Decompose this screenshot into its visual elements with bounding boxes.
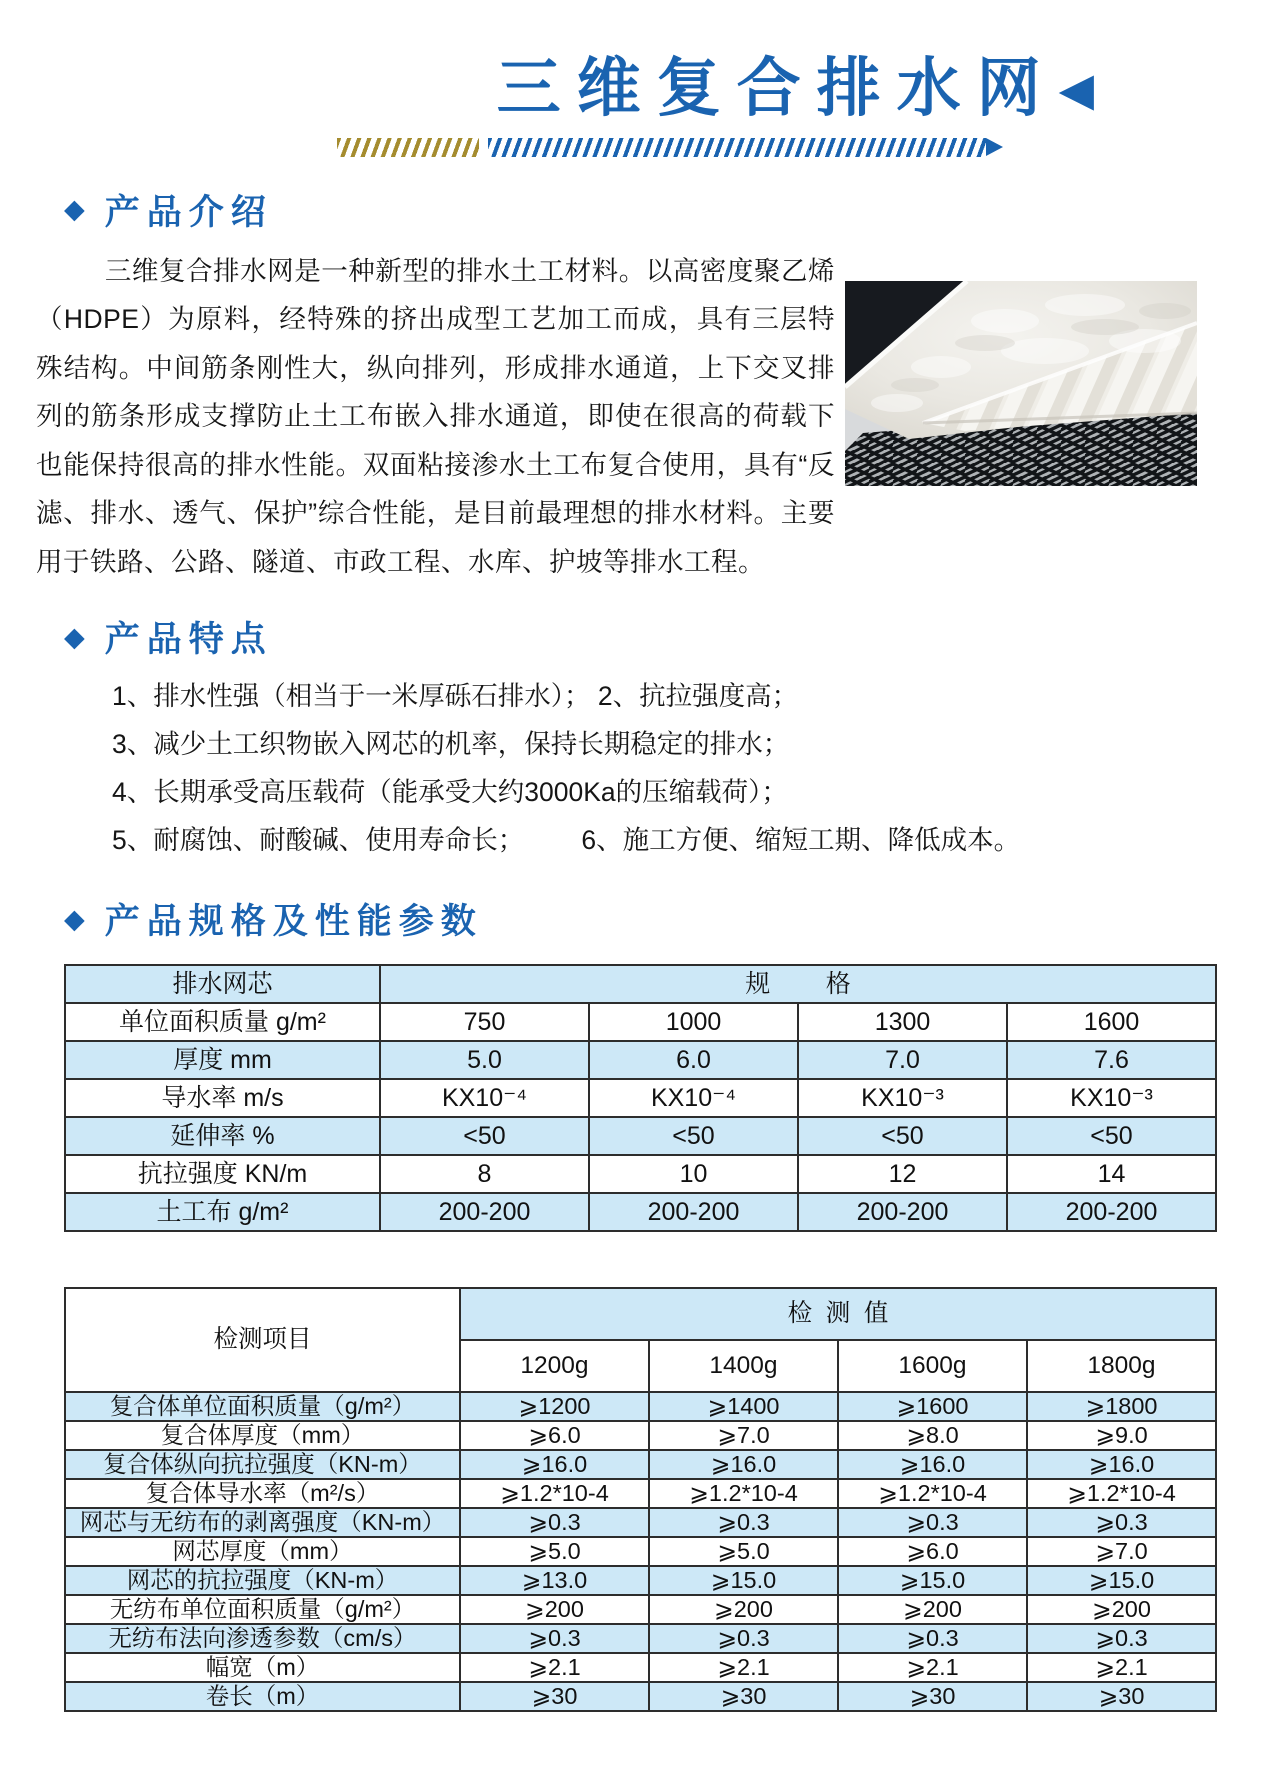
row-label: 抗拉强度 KN/m xyxy=(65,1155,380,1193)
cell: KX10⁻³ xyxy=(798,1079,1007,1117)
cell: ⩾0.3 xyxy=(1027,1624,1216,1653)
cell: ⩾1.2*10-4 xyxy=(1027,1479,1216,1508)
cell: 14 xyxy=(1007,1155,1216,1193)
cell: <50 xyxy=(798,1117,1007,1155)
diamond-icon: ◆ xyxy=(64,903,85,934)
decorative-stripe-bar xyxy=(337,138,1003,157)
row-label: 厚度 mm xyxy=(65,1041,380,1079)
table-row xyxy=(65,1117,1216,1155)
table-row xyxy=(65,1421,1216,1450)
cell: ⩾2.1 xyxy=(1027,1653,1216,1682)
cell: ⩾1600 xyxy=(838,1392,1027,1421)
section-heading-specs xyxy=(64,894,1282,944)
cell: ⩾30 xyxy=(838,1682,1027,1711)
cell: KX10⁻⁴ xyxy=(589,1079,798,1117)
page-title: 三维复合排水网 xyxy=(496,53,1057,124)
features-heading: 产品特点 xyxy=(104,620,273,660)
column-header: 1600g xyxy=(838,1340,1027,1392)
cell: ⩾6.0 xyxy=(460,1421,649,1450)
row-label: 无纺布单位面积质量（g/m²） xyxy=(65,1595,460,1624)
intro-paragraph: 三维复合排水网是一种新型的排水土工材料。以高密度聚乙烯（HDPE）为原料，经特殊的挤出成型工艺加工而成，具有三层特殊结构。中间筋条刚性大，纵向排列，形成排水通道，上下交叉排列的筋条形成支撑防止土工布嵌入排水通道，即使在很高的荷载下也能保持很高的排水性能。双面粘接渗水土工布复合使用，具有“反滤、排水、透气、保护”综合性能，是目前最理想的排水材料。主要用于铁路、公路、隧道、市政工程、水库、护坡等排水工程。 xyxy=(36,255,835,577)
feature-item-2: 2、抗拉强度高； xyxy=(597,681,799,712)
cell: ⩾0.3 xyxy=(649,1624,838,1653)
cell: ⩾1800 xyxy=(1027,1392,1216,1421)
table-row xyxy=(65,1624,1216,1653)
table-row xyxy=(65,1003,1216,1041)
section-heading-intro xyxy=(64,185,1282,235)
cell: ⩾5.0 xyxy=(460,1537,649,1566)
cell: 1300 xyxy=(798,1003,1007,1041)
feature-item-3: 3、减少土工织物嵌入网芯的机率，保持长期稳定的排水； xyxy=(112,729,790,760)
cell: 5.0 xyxy=(380,1041,589,1079)
feature-item-1: 1、排水性强（相当于一米厚砾石排水）； xyxy=(112,681,591,712)
cell: 1000 xyxy=(589,1003,798,1041)
column-header: 1200g xyxy=(460,1340,649,1392)
table-row xyxy=(65,1041,1216,1079)
row-label: 土工布 g/m² xyxy=(65,1193,380,1231)
table-row xyxy=(65,1392,1216,1421)
cell: KX10⁻⁴ xyxy=(380,1079,589,1117)
cell: ⩾16.0 xyxy=(1027,1450,1216,1479)
cell: ⩾8.0 xyxy=(838,1421,1027,1450)
cell: ⩾2.1 xyxy=(460,1653,649,1682)
cell: 1600 xyxy=(1007,1003,1216,1041)
cell: ⩾16.0 xyxy=(838,1450,1027,1479)
table-header-value: 检 测 值 xyxy=(460,1288,1216,1340)
cell: ⩾30 xyxy=(649,1682,838,1711)
table-row xyxy=(65,1566,1216,1595)
column-header: 1400g xyxy=(649,1340,838,1392)
row-label: 网芯厚度（mm） xyxy=(65,1537,460,1566)
cell: ⩾13.0 xyxy=(460,1566,649,1595)
cell: 7.6 xyxy=(1007,1041,1216,1079)
row-label: 复合体导水率（m²/s） xyxy=(65,1479,460,1508)
cell: 200-200 xyxy=(589,1193,798,1231)
cell: 12 xyxy=(798,1155,1007,1193)
table-row xyxy=(65,1155,1216,1193)
stripe-bar-arrow-tip-icon xyxy=(986,138,1003,156)
specs-heading: 产品规格及性能参数 xyxy=(104,902,483,942)
cell: ⩾0.3 xyxy=(649,1508,838,1537)
cell: 10 xyxy=(589,1155,798,1193)
feature-line xyxy=(112,672,1222,720)
cell: KX10⁻³ xyxy=(1007,1079,1216,1117)
cell: ⩾200 xyxy=(1027,1595,1216,1624)
cell: ⩾0.3 xyxy=(460,1508,649,1537)
table-row xyxy=(65,965,1216,1003)
feature-item-4: 4、长期承受高压载荷（能承受大约3000Ka的压缩载荷）； xyxy=(112,777,788,808)
feature-item-6: 6、施工方便、缩短工期、降低成本。 xyxy=(581,825,1021,856)
spec-table-core xyxy=(64,964,1217,1232)
cell: ⩾0.3 xyxy=(838,1624,1027,1653)
table-row xyxy=(65,1653,1216,1682)
cell: ⩾7.0 xyxy=(1027,1537,1216,1566)
cell: 8 xyxy=(380,1155,589,1193)
row-label: 延伸率 % xyxy=(65,1117,380,1155)
feature-item-5: 5、耐腐蚀、耐酸碱、使用寿命长； xyxy=(112,825,525,856)
stripe-bar-gold-segment xyxy=(337,138,479,157)
table-row xyxy=(65,1682,1216,1711)
feature-line xyxy=(112,816,1222,864)
cell: 6.0 xyxy=(589,1041,798,1079)
section-heading-features xyxy=(64,612,1282,662)
cell: ⩾16.0 xyxy=(649,1450,838,1479)
cell: ⩾5.0 xyxy=(649,1537,838,1566)
cell: ⩾15.0 xyxy=(649,1566,838,1595)
cell: 750 xyxy=(380,1003,589,1041)
cell: ⩾9.0 xyxy=(1027,1421,1216,1450)
title-left-triangle-icon: ◀ xyxy=(1058,62,1094,115)
cell: ⩾1.2*10-4 xyxy=(649,1479,838,1508)
cell: ⩾0.3 xyxy=(1027,1508,1216,1537)
cell: ⩾6.0 xyxy=(838,1537,1027,1566)
cell: ⩾200 xyxy=(649,1595,838,1624)
row-label: 复合体单位面积质量（g/m²） xyxy=(65,1392,460,1421)
cell: 200-200 xyxy=(380,1193,589,1231)
cell: ⩾2.1 xyxy=(649,1653,838,1682)
row-label: 复合体纵向抗拉强度（KN-m） xyxy=(65,1450,460,1479)
cell: ⩾0.3 xyxy=(460,1624,649,1653)
cell: 200-200 xyxy=(798,1193,1007,1231)
cell: ⩾30 xyxy=(460,1682,649,1711)
row-label: 复合体厚度（mm） xyxy=(65,1421,460,1450)
features-list xyxy=(112,672,1222,864)
table-row xyxy=(65,1479,1216,1508)
cell: ⩾200 xyxy=(460,1595,649,1624)
intro-heading: 产品介绍 xyxy=(104,192,273,232)
feature-line xyxy=(112,720,1222,768)
cell: ⩾16.0 xyxy=(460,1450,649,1479)
table-header-label: 排水网芯 xyxy=(65,965,380,1003)
spec-table-composite xyxy=(64,1287,1217,1712)
cell: <50 xyxy=(1007,1117,1216,1155)
cell: <50 xyxy=(589,1117,798,1155)
cell: ⩾15.0 xyxy=(1027,1566,1216,1595)
cell: ⩾7.0 xyxy=(649,1421,838,1450)
table-row xyxy=(65,1193,1216,1231)
table-row xyxy=(65,1288,1216,1340)
row-label: 网芯的抗拉强度（KN-m） xyxy=(65,1566,460,1595)
product-photo xyxy=(845,281,1197,486)
column-header: 1800g xyxy=(1027,1340,1216,1392)
table-row xyxy=(65,1595,1216,1624)
cell: ⩾1.2*10-4 xyxy=(460,1479,649,1508)
cell: ⩾30 xyxy=(1027,1682,1216,1711)
cell: ⩾0.3 xyxy=(838,1508,1027,1537)
table-header-label: 检测项目 xyxy=(65,1288,460,1392)
table-row xyxy=(65,1537,1216,1566)
row-label: 无纺布法向渗透参数（cm/s） xyxy=(65,1624,460,1653)
diamond-icon: ◆ xyxy=(64,194,85,225)
cell: ⩾1.2*10-4 xyxy=(838,1479,1027,1508)
row-label: 单位面积质量 g/m² xyxy=(65,1003,380,1041)
table-row xyxy=(65,1079,1216,1117)
cell: 7.0 xyxy=(798,1041,1007,1079)
table-header-value: 规 格 xyxy=(380,965,1216,1003)
row-label: 卷长（m） xyxy=(65,1682,460,1711)
cell: 200-200 xyxy=(1007,1193,1216,1231)
diamond-icon: ◆ xyxy=(64,621,85,652)
cell: ⩾200 xyxy=(838,1595,1027,1624)
row-label: 网芯与无纺布的剥离强度（KN-m） xyxy=(65,1508,460,1537)
cell: <50 xyxy=(380,1117,589,1155)
cell: ⩾1400 xyxy=(649,1392,838,1421)
page-header xyxy=(0,0,1282,126)
table-row xyxy=(65,1508,1216,1537)
row-label: 导水率 m/s xyxy=(65,1079,380,1117)
intro-block xyxy=(36,247,1197,587)
table-row xyxy=(65,1450,1216,1479)
cell: ⩾15.0 xyxy=(838,1566,1027,1595)
feature-line xyxy=(112,768,1222,816)
cell: ⩾1200 xyxy=(460,1392,649,1421)
row-label: 幅宽（m） xyxy=(65,1653,460,1682)
cell: ⩾2.1 xyxy=(838,1653,1027,1682)
stripe-bar-blue-segment xyxy=(488,138,986,157)
